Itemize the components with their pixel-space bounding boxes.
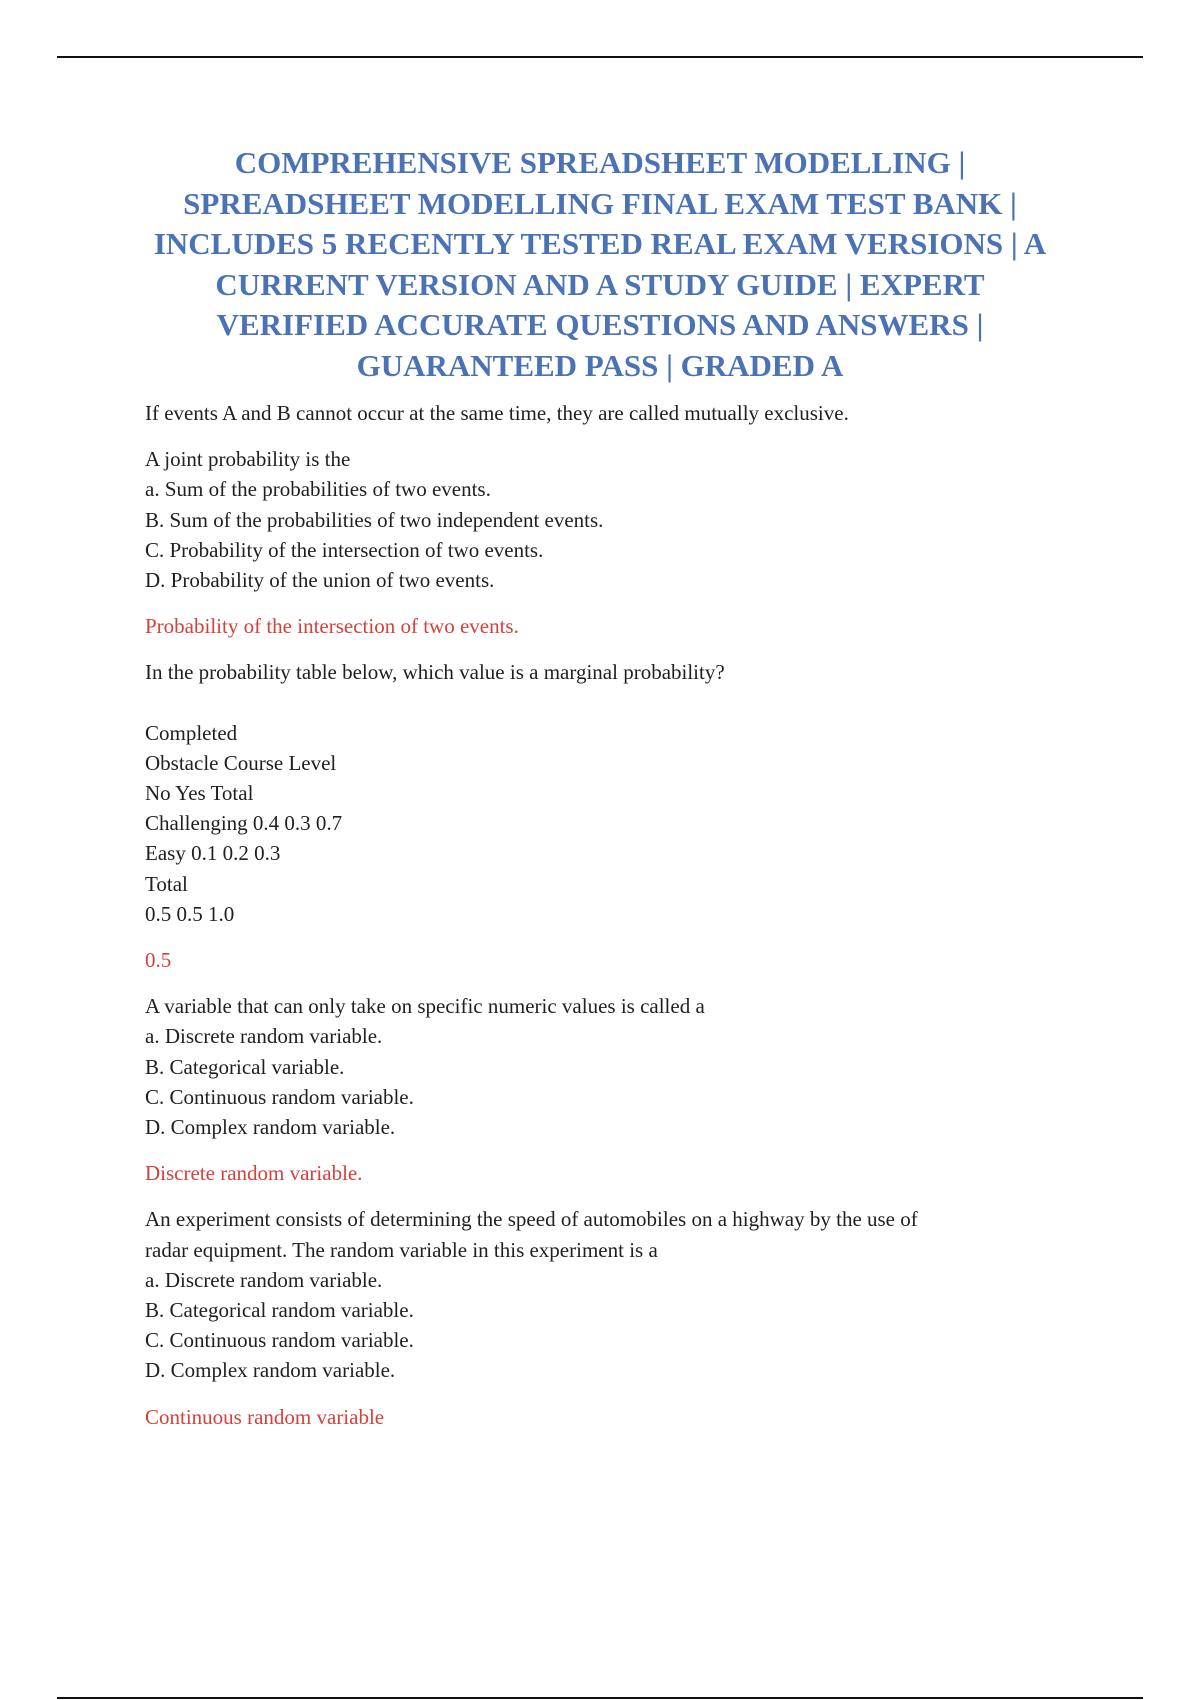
table-line: 0.5 0.5 1.0 bbox=[145, 901, 235, 926]
option-b: B. Sum of the probabilities of two independent events. bbox=[145, 507, 604, 532]
question-1 bbox=[145, 444, 1065, 595]
option-c: C. Probability of the intersection of two events. bbox=[145, 537, 544, 562]
option-a: a. Sum of the probabilities of two events. bbox=[145, 477, 491, 502]
title-line: COMPREHENSIVE SPREADSHEET MODELLING | bbox=[234, 145, 966, 180]
table-line: Challenging 0.4 0.3 0.7 bbox=[145, 811, 343, 836]
title-line: VERIFIED ACCURATE QUESTIONS AND ANSWERS | bbox=[216, 307, 984, 342]
question-text: A variable that can only take on specific numeric values is called a bbox=[145, 994, 705, 1019]
question-text: In the probability table below, which value is a marginal probability? bbox=[145, 660, 725, 685]
answer-text: Probability of the intersection of two events. bbox=[145, 614, 519, 639]
option-d: D. Probability of the union of two events. bbox=[145, 568, 495, 593]
document-title bbox=[130, 143, 1070, 386]
table-line: Total bbox=[145, 871, 188, 896]
title-line: SPREADSHEET MODELLING FINAL EXAM TEST BANK | bbox=[183, 185, 1017, 221]
option-d: D. Complex random variable. bbox=[145, 1115, 396, 1140]
answer-2 bbox=[145, 945, 1065, 975]
title-line: INCLUDES 5 RECENTLY TESTED REAL EXAM VERSIONS | A bbox=[153, 226, 1047, 261]
table-line: No Yes Total bbox=[145, 781, 254, 806]
document-body bbox=[145, 398, 1065, 1448]
answer-1 bbox=[145, 611, 1065, 641]
question-2 bbox=[145, 657, 1065, 687]
option-b: B. Categorical variable. bbox=[145, 1054, 345, 1079]
answer-4 bbox=[145, 1402, 1065, 1432]
answer-text: Continuous random variable bbox=[145, 1404, 385, 1429]
answer-3 bbox=[145, 1158, 1065, 1188]
option-c: C. Continuous random variable. bbox=[145, 1328, 414, 1353]
question-4 bbox=[145, 1204, 1065, 1385]
title-line: GUARANTEED PASS | GRADED A bbox=[356, 347, 844, 383]
header-rule bbox=[57, 56, 1143, 58]
footer-rule bbox=[57, 1697, 1143, 1699]
question-3 bbox=[145, 991, 1065, 1142]
answer-text: 0.5 bbox=[145, 948, 172, 973]
table-line: Completed bbox=[145, 720, 238, 745]
question-text: radar equipment. The random variable in this experiment is a bbox=[145, 1237, 658, 1262]
question-text: An experiment consists of determining the speed of automobiles on a highway by the use of bbox=[145, 1207, 918, 1232]
option-a: a. Discrete random variable. bbox=[145, 1267, 383, 1292]
answer-text: Discrete random variable. bbox=[145, 1161, 363, 1186]
statement-text: If events A and B cannot occur at the same time, they are called mutually exclusive. bbox=[145, 401, 849, 425]
table-line: Easy 0.1 0.2 0.3 bbox=[145, 841, 281, 866]
option-a: a. Discrete random variable. bbox=[145, 1024, 383, 1049]
probability-table bbox=[145, 718, 1065, 929]
question-text: A joint probability is the bbox=[145, 447, 351, 472]
option-d: D. Complex random variable. bbox=[145, 1358, 396, 1383]
title-line: CURRENT VERSION AND A STUDY GUIDE | EXPERT bbox=[215, 266, 985, 302]
statement-paragraph bbox=[145, 398, 1065, 428]
option-c: C. Continuous random variable. bbox=[145, 1084, 414, 1109]
table-line: Obstacle Course Level bbox=[145, 750, 337, 775]
option-b: B. Categorical random variable. bbox=[145, 1298, 414, 1323]
